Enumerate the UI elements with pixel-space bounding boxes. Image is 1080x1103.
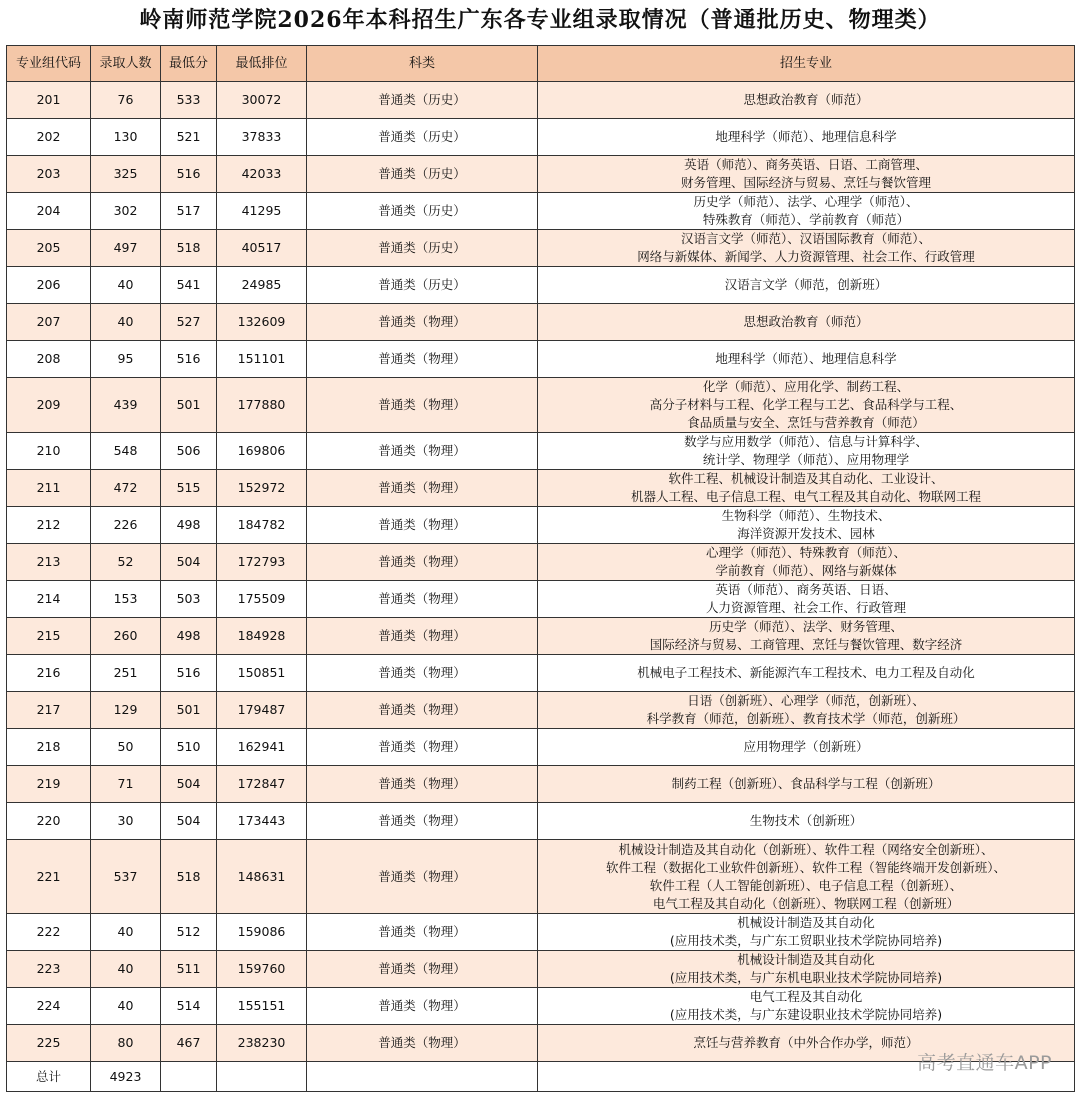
major-line: 食品质量与安全、烹饪与营养教育（师范） xyxy=(687,415,925,430)
cell-min-score: 541 xyxy=(161,267,217,304)
cell-min-rank: 172793 xyxy=(217,544,307,581)
total-empty-cell xyxy=(217,1062,307,1092)
cell-category: 普通类（物理） xyxy=(307,470,538,507)
cell-min-rank: 162941 xyxy=(217,729,307,766)
cell-admitted-count: 71 xyxy=(91,766,161,803)
cell-majors xyxy=(538,433,1075,470)
cell-group-code: 213 xyxy=(7,544,91,581)
cell-admitted-count: 129 xyxy=(91,692,161,729)
cell-category: 普通类（物理） xyxy=(307,378,538,433)
major-line: 思想政治教育（师范） xyxy=(743,92,869,107)
cell-min-score: 516 xyxy=(161,341,217,378)
cell-min-rank: 150851 xyxy=(217,655,307,692)
major-line: 软件工程（人工智能创新班）、电子信息工程（创新班）、 xyxy=(649,877,963,893)
cell-category: 普通类（物理） xyxy=(307,341,538,378)
cell-majors xyxy=(538,951,1075,988)
major-line: 人力资源管理、社会工作、行政管理 xyxy=(705,600,906,615)
table-row xyxy=(7,840,1075,914)
cell-admitted-count: 130 xyxy=(91,119,161,156)
cell-min-rank: 152972 xyxy=(217,470,307,507)
cell-group-code: 206 xyxy=(7,267,91,304)
table-row xyxy=(7,618,1075,655)
cell-group-code: 201 xyxy=(7,82,91,119)
cell-group-code: 214 xyxy=(7,581,91,618)
cell-category: 普通类（物理） xyxy=(307,766,538,803)
total-count: 4923 xyxy=(91,1062,161,1092)
cell-group-code: 218 xyxy=(7,729,91,766)
cell-category: 普通类（物理） xyxy=(307,1025,538,1062)
cell-min-rank: 172847 xyxy=(217,766,307,803)
cell-admitted-count: 226 xyxy=(91,507,161,544)
major-line: 软件工程（数据化工业软件创新班）、软件工程（智能终端开发创新班）、 xyxy=(605,859,1006,875)
major-line: 网络与新媒体、新闻学、人力资源管理、社会工作、行政管理 xyxy=(637,249,975,264)
cell-min-score: 533 xyxy=(161,82,217,119)
cell-group-code: 210 xyxy=(7,433,91,470)
cell-min-rank: 175509 xyxy=(217,581,307,618)
cell-min-rank: 37833 xyxy=(217,119,307,156)
cell-majors xyxy=(538,470,1075,507)
major-line: 特殊教育（师范）、学前教育（师范） xyxy=(702,212,910,227)
table-body xyxy=(7,82,1075,1062)
cell-group-code: 219 xyxy=(7,766,91,803)
cell-min-score: 503 xyxy=(161,581,217,618)
cell-admitted-count: 40 xyxy=(91,304,161,341)
table-row xyxy=(7,267,1075,304)
total-empty-cell xyxy=(161,1062,217,1092)
cell-admitted-count: 40 xyxy=(91,951,161,988)
table-row xyxy=(7,470,1075,507)
cell-admitted-count: 52 xyxy=(91,544,161,581)
major-line: 地理科学（师范）、地理信息科学 xyxy=(715,129,897,144)
watermark-text: 高考直通车APP xyxy=(917,1052,1052,1074)
admission-table xyxy=(6,45,1075,1092)
cell-group-code: 224 xyxy=(7,988,91,1025)
cell-min-score: 527 xyxy=(161,304,217,341)
cell-admitted-count: 40 xyxy=(91,267,161,304)
cell-min-rank: 42033 xyxy=(217,156,307,193)
major-line: (应用技术类，与广东建设职业技术学院协同培养) xyxy=(669,1007,943,1022)
table-row xyxy=(7,655,1075,692)
cell-admitted-count: 439 xyxy=(91,378,161,433)
major-line: 历史学（师范）、法学、财务管理、 xyxy=(709,619,903,634)
table-row xyxy=(7,803,1075,840)
cell-min-rank: 177880 xyxy=(217,378,307,433)
cell-group-code: 221 xyxy=(7,840,91,914)
cell-category: 普通类（物理） xyxy=(307,304,538,341)
cell-majors xyxy=(538,267,1075,304)
cell-min-score: 501 xyxy=(161,378,217,433)
cell-group-code: 222 xyxy=(7,914,91,951)
cell-admitted-count: 40 xyxy=(91,914,161,951)
header-admitted-count: 录取人数 xyxy=(91,46,161,82)
cell-min-score: 501 xyxy=(161,692,217,729)
cell-min-score: 511 xyxy=(161,951,217,988)
cell-admitted-count: 537 xyxy=(91,840,161,914)
table-row xyxy=(7,119,1075,156)
major-line: 电气工程及其自动化（创新班）、物联网工程（创新班） xyxy=(652,895,960,911)
major-line: 日语（创新班）、心理学（师范，创新班）、 xyxy=(687,693,925,708)
cell-category: 普通类（历史） xyxy=(307,193,538,230)
cell-group-code: 203 xyxy=(7,156,91,193)
cell-min-rank: 132609 xyxy=(217,304,307,341)
table-row xyxy=(7,951,1075,988)
cell-min-rank: 159760 xyxy=(217,951,307,988)
cell-category: 普通类（物理） xyxy=(307,729,538,766)
cell-min-score: 504 xyxy=(161,544,217,581)
cell-group-code: 220 xyxy=(7,803,91,840)
table-row xyxy=(7,193,1075,230)
cell-majors xyxy=(538,692,1075,729)
major-line: 海洋资源开发技术、园林 xyxy=(737,526,875,541)
cell-admitted-count: 95 xyxy=(91,341,161,378)
cell-majors xyxy=(538,507,1075,544)
cell-category: 普通类（物理） xyxy=(307,655,538,692)
cell-min-score: 504 xyxy=(161,803,217,840)
cell-admitted-count: 302 xyxy=(91,193,161,230)
table-row xyxy=(7,341,1075,378)
header-majors: 招生专业 xyxy=(538,46,1075,82)
major-line: 生物技术（创新班） xyxy=(749,813,863,828)
major-line: 地理科学（师范）、地理信息科学 xyxy=(715,351,897,366)
cell-min-rank: 30072 xyxy=(217,82,307,119)
cell-min-rank: 41295 xyxy=(217,193,307,230)
total-row xyxy=(7,1062,1075,1092)
cell-category: 普通类（物理） xyxy=(307,581,538,618)
cell-admitted-count: 548 xyxy=(91,433,161,470)
cell-group-code: 204 xyxy=(7,193,91,230)
cell-group-code: 216 xyxy=(7,655,91,692)
cell-majors xyxy=(538,803,1075,840)
cell-min-score: 515 xyxy=(161,470,217,507)
table-row xyxy=(7,378,1075,433)
total-label: 总计 xyxy=(7,1062,91,1092)
table-row xyxy=(7,581,1075,618)
major-line: 应用物理学（创新班） xyxy=(743,739,869,754)
cell-admitted-count: 472 xyxy=(91,470,161,507)
cell-min-rank: 40517 xyxy=(217,230,307,267)
cell-admitted-count: 325 xyxy=(91,156,161,193)
major-line: 机械设计制造及其自动化 xyxy=(737,952,875,967)
table-row xyxy=(7,507,1075,544)
cell-group-code: 209 xyxy=(7,378,91,433)
major-line: 电气工程及其自动化 xyxy=(749,989,863,1004)
major-line: 机械设计制造及其自动化（创新班）、软件工程（网络安全创新班）、 xyxy=(618,841,994,857)
cell-min-score: 512 xyxy=(161,914,217,951)
cell-group-code: 208 xyxy=(7,341,91,378)
table-row xyxy=(7,433,1075,470)
cell-min-rank: 159086 xyxy=(217,914,307,951)
major-line: 英语（师范）、商务英语、日语、工商管理、 xyxy=(684,157,928,172)
cell-majors xyxy=(538,304,1075,341)
cell-admitted-count: 260 xyxy=(91,618,161,655)
major-line: 化学（师范）、应用化学、制药工程、 xyxy=(702,379,910,394)
cell-majors xyxy=(538,581,1075,618)
cell-min-score: 504 xyxy=(161,766,217,803)
major-line: 统计学、物理学（师范）、应用物理学 xyxy=(702,452,910,467)
major-line: 心理学（师范）、特殊教育（师范）、 xyxy=(705,545,906,560)
header-min-rank: 最低排位 xyxy=(217,46,307,82)
cell-category: 普通类（历史） xyxy=(307,230,538,267)
cell-majors xyxy=(538,766,1075,803)
cell-category: 普通类（物理） xyxy=(307,840,538,914)
major-line: 学前教育（师范）、网络与新媒体 xyxy=(715,563,897,578)
total-empty-cell xyxy=(307,1062,538,1092)
table-row xyxy=(7,914,1075,951)
header-group-code: 专业组代码 xyxy=(7,46,91,82)
cell-category: 普通类（物理） xyxy=(307,692,538,729)
cell-min-rank: 169806 xyxy=(217,433,307,470)
cell-min-rank: 179487 xyxy=(217,692,307,729)
major-line: 软件工程、机械设计制造及其自动化、工业设计、 xyxy=(668,471,944,486)
major-line: 国际经济与贸易、工商管理、烹饪与餐饮管理、数字经济 xyxy=(649,637,963,652)
cell-min-score: 498 xyxy=(161,507,217,544)
cell-category: 普通类（物理） xyxy=(307,433,538,470)
cell-majors xyxy=(538,156,1075,193)
major-line: (应用技术类，与广东机电职业技术学院协同培养) xyxy=(669,970,943,985)
table-row xyxy=(7,82,1075,119)
table-row xyxy=(7,544,1075,581)
cell-admitted-count: 76 xyxy=(91,82,161,119)
cell-category: 普通类（物理） xyxy=(307,618,538,655)
cell-min-score: 510 xyxy=(161,729,217,766)
cell-min-rank: 155151 xyxy=(217,988,307,1025)
cell-admitted-count: 153 xyxy=(91,581,161,618)
cell-category: 普通类（物理） xyxy=(307,507,538,544)
major-line: 高分子材料与工程、化学工程与工艺、食品科学与工程、 xyxy=(649,397,963,412)
cell-group-code: 202 xyxy=(7,119,91,156)
cell-majors xyxy=(538,119,1075,156)
table-row xyxy=(7,692,1075,729)
cell-group-code: 211 xyxy=(7,470,91,507)
cell-category: 普通类（物理） xyxy=(307,544,538,581)
major-line: 烹饪与营养教育（中外合作办学，师范） xyxy=(693,1035,919,1050)
cell-min-score: 521 xyxy=(161,119,217,156)
cell-majors xyxy=(538,988,1075,1025)
cell-group-code: 207 xyxy=(7,304,91,341)
cell-min-score: 506 xyxy=(161,433,217,470)
cell-admitted-count: 30 xyxy=(91,803,161,840)
cell-majors xyxy=(538,544,1075,581)
major-line: 制药工程（创新班）、食品科学与工程（创新班） xyxy=(671,776,941,791)
cell-admitted-count: 497 xyxy=(91,230,161,267)
table-row xyxy=(7,766,1075,803)
cell-min-rank: 184928 xyxy=(217,618,307,655)
cell-min-score: 518 xyxy=(161,230,217,267)
cell-min-score: 514 xyxy=(161,988,217,1025)
cell-min-rank: 148631 xyxy=(217,840,307,914)
major-line: 思想政治教育（师范） xyxy=(743,314,869,329)
cell-majors xyxy=(538,82,1075,119)
cell-min-rank: 238230 xyxy=(217,1025,307,1062)
table-row xyxy=(7,988,1075,1025)
cell-category: 普通类（物理） xyxy=(307,951,538,988)
cell-category: 普通类（物理） xyxy=(307,988,538,1025)
major-line: 数学与应用数学（师范）、信息与计算科学、 xyxy=(684,434,928,449)
major-line: 英语（师范）、商务英语、日语、 xyxy=(715,582,897,597)
cell-min-rank: 151101 xyxy=(217,341,307,378)
cell-category: 普通类（历史） xyxy=(307,267,538,304)
cell-majors xyxy=(538,840,1075,914)
major-line: 历史学（师范）、法学、心理学（师范）、 xyxy=(693,194,919,209)
cell-admitted-count: 80 xyxy=(91,1025,161,1062)
cell-min-score: 516 xyxy=(161,156,217,193)
cell-majors xyxy=(538,618,1075,655)
table-row xyxy=(7,230,1075,267)
cell-category: 普通类（物理） xyxy=(307,914,538,951)
major-line: 生物科学（师范）、生物技术、 xyxy=(721,508,891,523)
table-row xyxy=(7,1025,1075,1062)
cell-majors xyxy=(538,729,1075,766)
major-line: 财务管理、国际经济与贸易、烹饪与餐饮管理 xyxy=(680,175,931,190)
cell-majors xyxy=(538,914,1075,951)
cell-min-score: 517 xyxy=(161,193,217,230)
major-line: 机器人工程、电子信息工程、电气工程及其自动化、物联网工程 xyxy=(630,489,981,504)
cell-category: 普通类（历史） xyxy=(307,82,538,119)
table-row xyxy=(7,156,1075,193)
cell-group-code: 212 xyxy=(7,507,91,544)
cell-min-score: 516 xyxy=(161,655,217,692)
cell-category: 普通类（历史） xyxy=(307,156,538,193)
cell-group-code: 215 xyxy=(7,618,91,655)
cell-group-code: 223 xyxy=(7,951,91,988)
major-line: 机械电子工程技术、新能源汽车工程技术、电力工程及自动化 xyxy=(637,665,975,680)
cell-min-score: 518 xyxy=(161,840,217,914)
page-title: 岭南师范学院2026年本科招生广东各专业组录取情况（普通批历史、物理类） xyxy=(139,7,941,33)
cell-majors xyxy=(538,655,1075,692)
table-header-row xyxy=(7,46,1075,82)
major-line: 汉语言文学（师范，创新班） xyxy=(724,277,888,292)
cell-min-rank: 24985 xyxy=(217,267,307,304)
table-row xyxy=(7,729,1075,766)
cell-admitted-count: 251 xyxy=(91,655,161,692)
cell-group-code: 225 xyxy=(7,1025,91,1062)
header-min-score: 最低分 xyxy=(161,46,217,82)
cell-majors xyxy=(538,341,1075,378)
cell-group-code: 205 xyxy=(7,230,91,267)
cell-majors xyxy=(538,230,1075,267)
cell-min-rank: 173443 xyxy=(217,803,307,840)
cell-min-score: 498 xyxy=(161,618,217,655)
header-category: 科类 xyxy=(307,46,538,82)
table-row xyxy=(7,304,1075,341)
major-line: 科学教育（师范，创新班）、教育技术学（师范，创新班） xyxy=(646,711,966,726)
cell-category: 普通类（物理） xyxy=(307,803,538,840)
cell-admitted-count: 50 xyxy=(91,729,161,766)
major-line: 汉语言文学（师范）、汉语国际教育（师范）、 xyxy=(680,231,931,246)
cell-min-score: 467 xyxy=(161,1025,217,1062)
major-line: (应用技术类，与广东工贸职业技术学院协同培养) xyxy=(669,933,943,948)
cell-majors xyxy=(538,193,1075,230)
cell-majors xyxy=(538,378,1075,433)
cell-min-rank: 184782 xyxy=(217,507,307,544)
major-line: 机械设计制造及其自动化 xyxy=(737,915,875,930)
cell-category: 普通类（历史） xyxy=(307,119,538,156)
cell-group-code: 217 xyxy=(7,692,91,729)
cell-admitted-count: 40 xyxy=(91,988,161,1025)
